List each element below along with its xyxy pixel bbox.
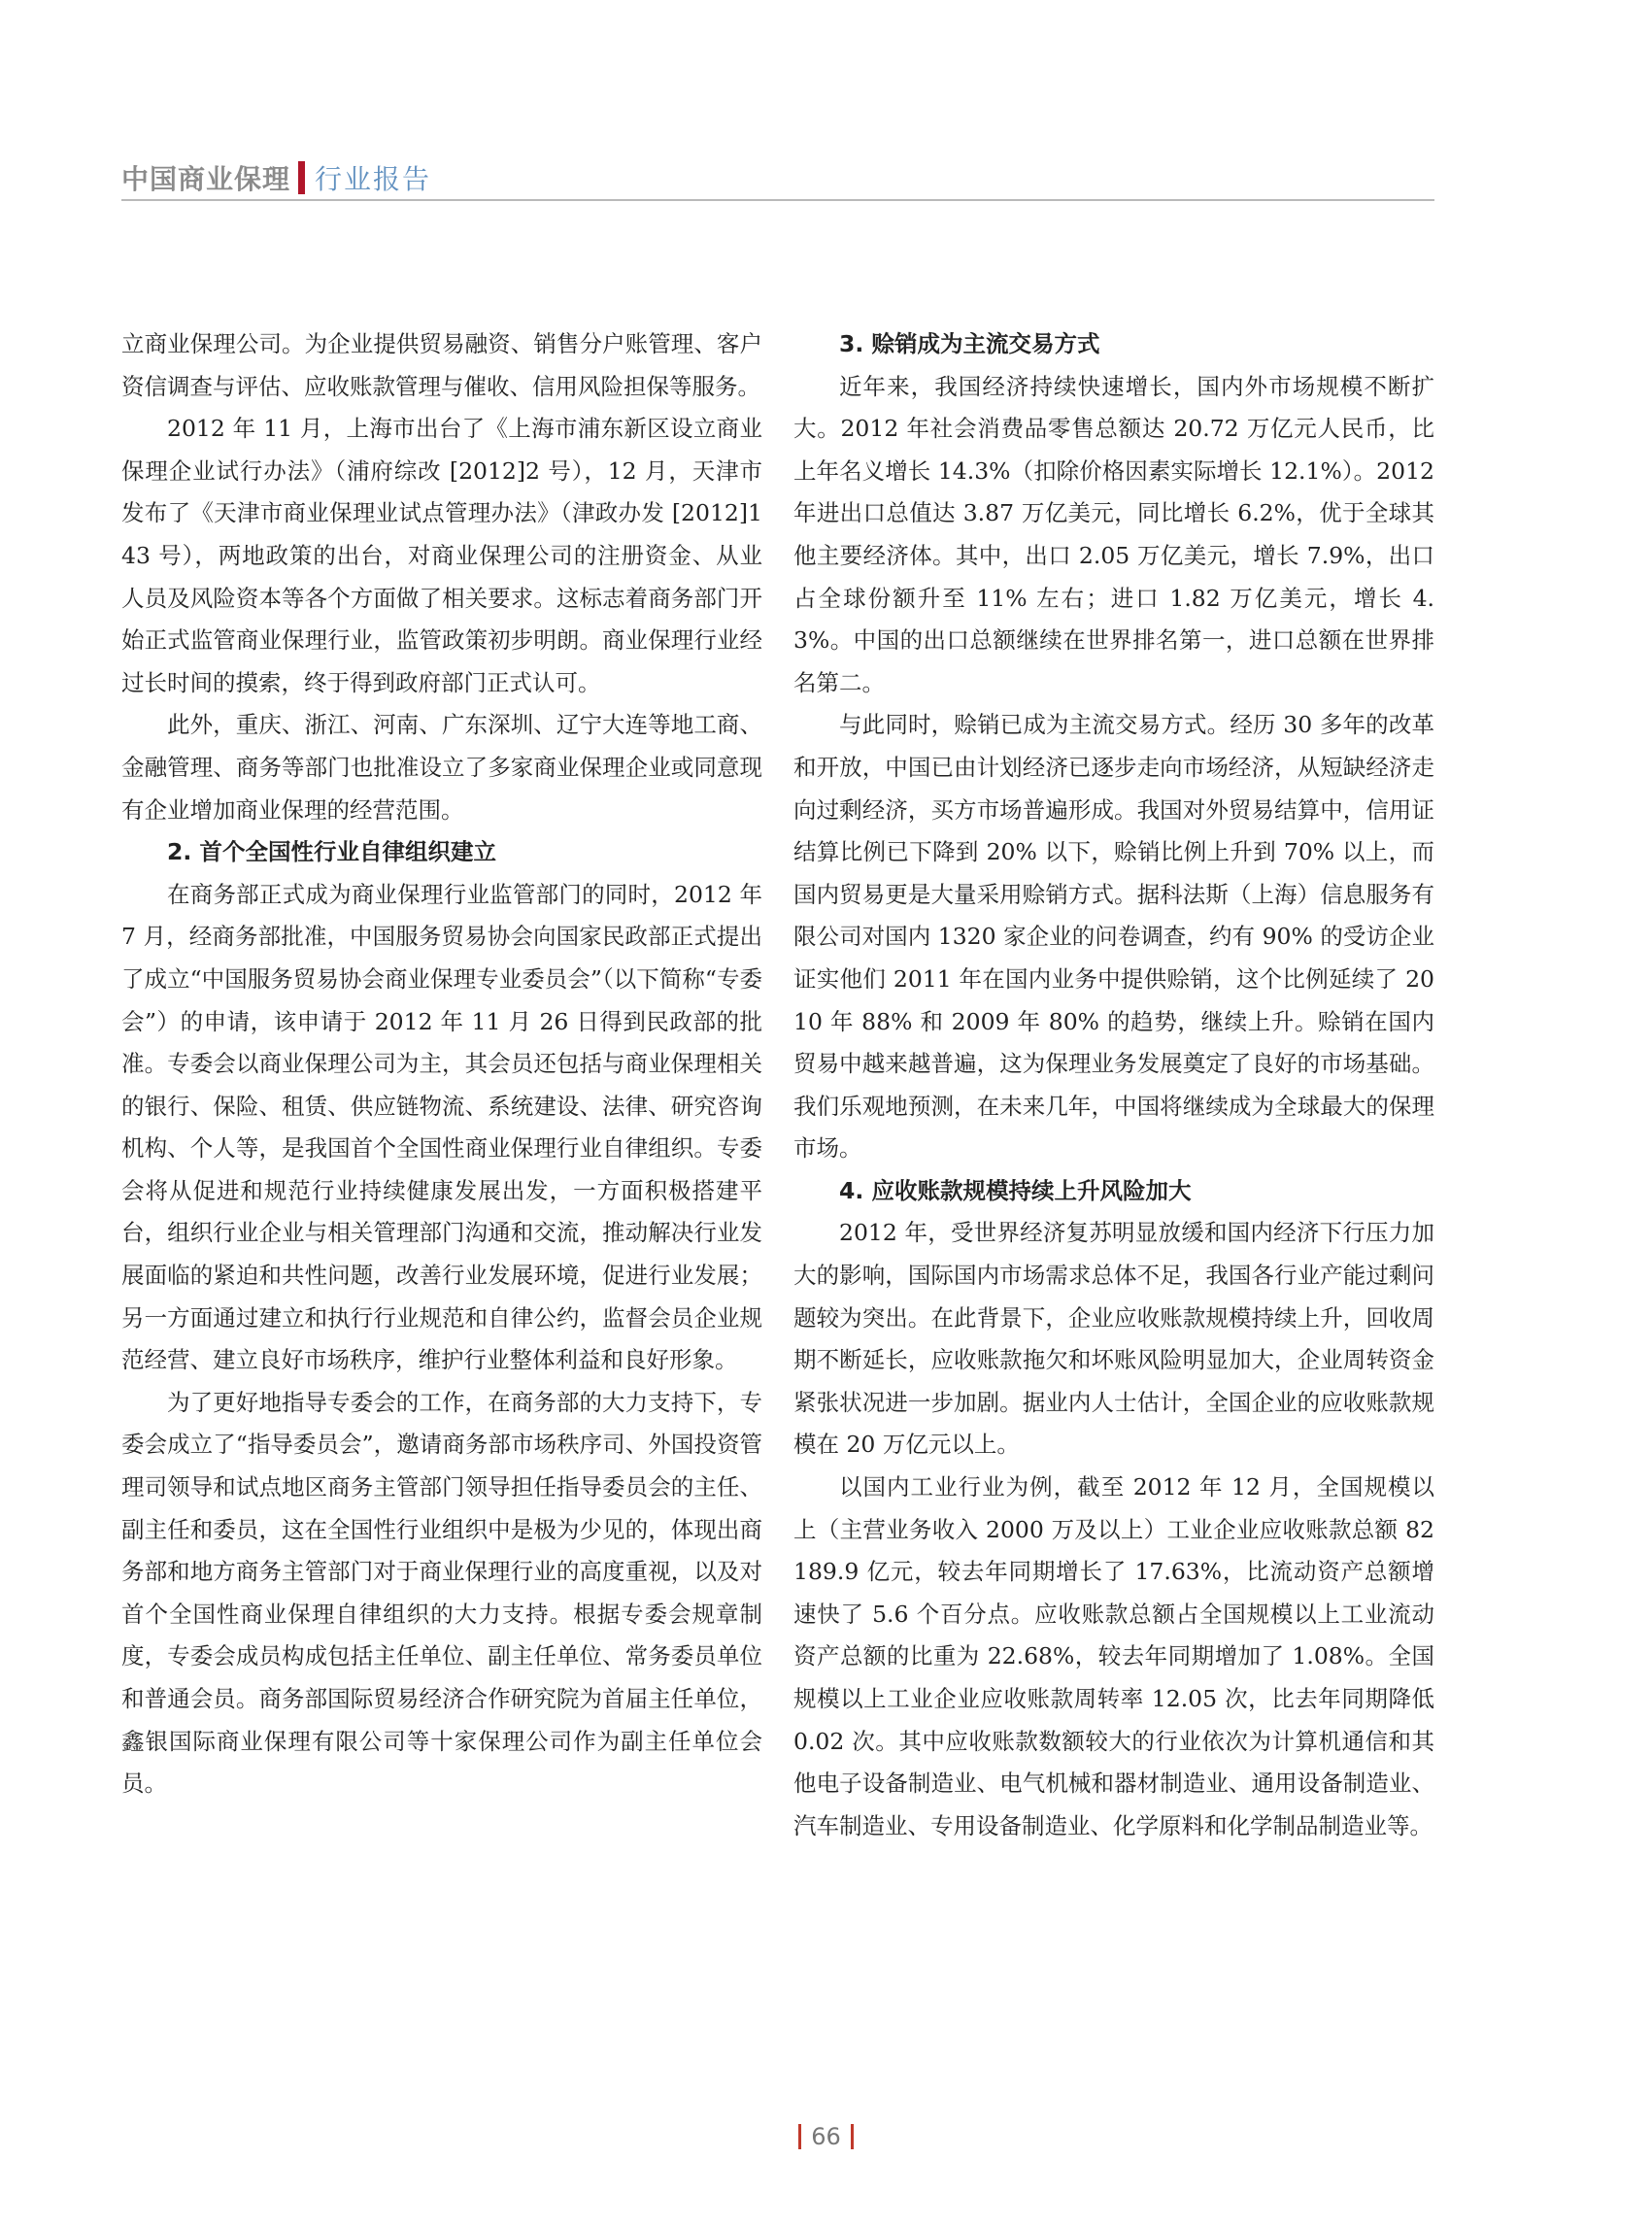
paragraph: 在商务部正式成为商业保理行业监管部门的同时，2012 年 7 月，经商务部批准，中国服务贸易协会向国家民政部正式提出了成立“中国服务贸易协会商业保理专业委员会”（以下简称“专委会”）的申请，该申请于 2012 年 11 月 26 日得到民政部的批准。专委会以商业保理公司为主，其会员还包括与商业保理相关的银行、保险、租赁、供应链物流、系统建设、法律、研究咨询机构、个人等，是我国首个全国性商业保理行业自律组织。专委会将从促进和规范行业持续健康发展出发，一方面积极搭建平台，组织行业企业与相关管理部门沟通和交流，推动解决行业发展面临的紧迫和共性问题，改善行业发展环境，促进行业发展；另一方面通过建立和执行行业规范和自律公约，监督会员企业规范经营、建立良好市场秩序，维护行业整体利益和良好形象。 [121, 880, 762, 1374]
section-heading: 2. 首个全国性行业自律组织建立 [167, 838, 496, 866]
section-heading: 4. 应收账款规模持续上升风险加大 [839, 1176, 1192, 1204]
paragraph: 此外，重庆、浙江、河南、广东深圳、辽宁大连等地工商、金融管理、商务等部门也批准设立了多家商业保理企业或同意现有企业增加商业保理的经营范围。 [121, 711, 762, 824]
paragraph: 2012 年，受世界经济复苏明显放缓和国内经济下行压力加大的影响，国际国内市场需求总体不足，我国各行业产能过剩问题较为突出。在此背景下，企业应收账款规模持续上升，回收周期不断延长，应收账款拖欠和坏账风险明显加大，企业周转资金紧张状况进一步加剧。据业内人士估计，全国企业的应收账款规模在 20 万亿元以上。 [793, 1219, 1434, 1459]
header-divider-bar [298, 161, 305, 194]
page-number: 66 [811, 2123, 841, 2150]
section-heading: 3. 赊销成为主流交易方式 [839, 330, 1100, 357]
folio-tick-right [851, 2124, 854, 2149]
publication-title: 中国商业保理 [121, 163, 291, 195]
paragraph: 2012 年 11 月，上海市出台了《上海市浦东新区设立商业保理企业试行办法》（浦府综改 [2012]2 号），12 月，天津市发布了《天津市商业保理业试点管理办法》（津政办发 [2012]143 号），两地政策的出台，对商业保理公司的注册资金、从业人员及风险资本等各个方面做了相关要求。这标志着商务部门开始正式监管商业保理行业，监管政策初步明朗。商业保理行业经过长时间的摸索，终于得到政府部门正式认可。 [121, 415, 762, 696]
folio-tick-left [798, 2124, 801, 2149]
paragraph: 近年来，我国经济持续快速增长，国内外市场规模不断扩大。2012 年社会消费品零售总额达 20.72 万亿元人民币，比上年名义增长 14.3%（扣除价格因素实际增长 12.1%）。2012 年进出口总值达 3.87 万亿美元，同比增长 6.2%，优于全球其他主要经济体。其中，出口 2.05 万亿美元，增长 7.9%，出口占全球份额升至 11% 左右；进口 1.82 万亿美元，增长 4.3%。中国的出口总额继续在世界排名第一，进口总额在世界排名第二。 [793, 372, 1434, 696]
section-label: 行业报告 [315, 163, 432, 195]
page-footer [0, 2122, 1652, 2150]
right-column [793, 323, 1434, 1847]
header-rule [121, 199, 1434, 201]
paragraph: 为了更好地指导专委会的工作，在商务部的大力支持下，专委会成立了“指导委员会”，邀请商务部市场秩序司、外国投资管理司领导和试点地区商务主管部门领导担任指导委员会的主任、副主任和委员，这在全国性行业组织中是极为少见的，体现出商务部和地方商务主管部门对于商业保理行业的高度重视，以及对首个全国性商业保理自律组织的大力支持。根据专委会规章制度，专委会成员构成包括主任单位、副主任单位、常务委员单位和普通会员。商务部国际贸易经济合作研究院为首届主任单位，鑫银国际商业保理有限公司等十家保理公司作为副主任单位会员。 [121, 1388, 762, 1798]
paragraph: 以国内工业行业为例，截至 2012 年 12 月，全国规模以上（主营业务收入 2000 万及以上）工业企业应收账款总额 82189.9 亿元，较去年同期增长了 17.63%，比流动资产总额增速快了 5.6 个百分点。应收账款总额占全国规模以上工业流动资产总额的比重为 22.68%，较去年同期增加了 1.08%。全国规模以上工业企业应收账款周转率 12.05 次，比去年同期降低 0.02 次。其中应收账款数额较大的行业依次为计算机通信和其他电子设备制造业、电气机械和器材制造业、通用设备制造业、汽车制造业、专用设备制造业、化学原料和化学制品制造业等。 [793, 1473, 1434, 1839]
paragraph: 立商业保理公司。为企业提供贸易融资、销售分户账管理、客户资信调查与评估、应收账款管理与催收、信用风险担保等服务。 [121, 330, 762, 400]
running-header [121, 155, 1434, 200]
paragraph: 与此同时，赊销已成为主流交易方式。经历 30 多年的改革和开放，中国已由计划经济已逐步走向市场经济，从短缺经济走向过剩经济，买方市场普遍形成。我国对外贸易结算中，信用证结算比例已下降到 20% 以下，赊销比例上升到 70% 以上，而国内贸易更是大量采用赊销方式。据科法斯（上海）信息服务有限公司对国内 1320 家企业的问卷调查，约有 90% 的受访企业证实他们 2011 年在国内业务中提供赊销，这个比例延续了 2010 年 88% 和 2009 年 80% 的趋势，继续上升。赊销在国内贸易中越来越普遍，这为保理业务发展奠定了良好的市场基础。我们乐观地预测，在未来几年，中国将继续成为全球最大的保理市场。 [793, 711, 1434, 1163]
left-column [121, 323, 762, 1805]
